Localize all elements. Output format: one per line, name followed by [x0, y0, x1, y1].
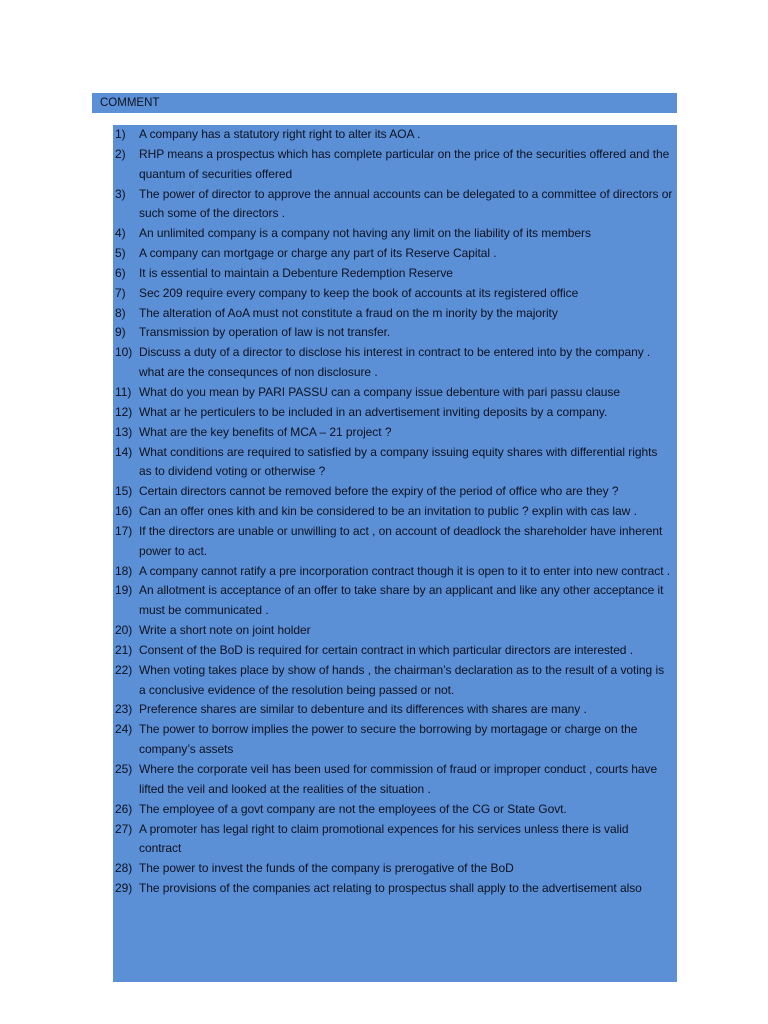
list-item [113, 859, 677, 879]
list-item-number: 13) [115, 424, 133, 439]
list-item-text: RHP means a prospectus which has complete particular on the price of the securities offered and the quantum of securities offered [139, 146, 670, 181]
list-item [113, 343, 677, 383]
list-item [113, 522, 677, 562]
list-item-text: Can an offer ones kith and kin be considered to be an invitation to public ? explin with cas law . [139, 504, 637, 519]
list-item-number: 12) [115, 404, 133, 419]
list-item [113, 800, 677, 820]
list-item-number: 24) [115, 722, 133, 737]
list-item-number: 15) [115, 484, 133, 499]
list-item-number: 5) [115, 246, 126, 261]
list-item-number: 3) [115, 186, 126, 201]
list-item-text: Where the corporate veil has been used for commission of fraud or improper conduct , courts have lifted the veil and looked at the realities of the situation . [139, 762, 658, 796]
comment-header [92, 93, 677, 113]
list-item-number: 18) [115, 563, 133, 578]
list-item [113, 443, 677, 483]
list-item-text: The power to borrow implies the power to secure the borrowing by mortagage or charge on the company’s assets [139, 722, 638, 757]
list-item-text: A company has a statutory right right to alter its AOA . [139, 127, 421, 141]
list-item [113, 423, 677, 443]
list-item [113, 562, 677, 582]
list-item-number: 14) [115, 444, 133, 459]
list-item-text: A company can mortgage or charge any part of its Reserve Capital . [139, 246, 497, 261]
list-item [113, 383, 677, 403]
list-item [113, 581, 677, 621]
list-item-text: An unlimited company is a company not having any limit on the liability of its members [139, 226, 591, 241]
list-item [113, 879, 677, 899]
list-item [113, 700, 677, 720]
list-item-text: The power to invest the funds of the company is prerogative of the BoD [139, 861, 514, 876]
list-item [113, 244, 677, 264]
list-item-number: 9) [115, 325, 126, 340]
list-item-number: 1) [115, 127, 126, 141]
list-item [113, 185, 677, 225]
list-item-number: 25) [115, 762, 133, 776]
list-item [113, 145, 677, 185]
list-item [113, 820, 677, 860]
list-item [113, 720, 677, 760]
list-item-text: An allotment is acceptance of an offer to take share by an applicant and like any other acceptance it must be communicated . [139, 583, 664, 618]
list-item-number: 23) [115, 702, 133, 717]
list-item [113, 403, 677, 423]
list-item-number: 4) [115, 226, 126, 241]
list-item-number: 22) [115, 662, 133, 677]
list-item [113, 284, 677, 304]
comment-list-panel [113, 125, 677, 982]
list-item-text: A promoter has legal right to claim promotional expences for his services unless there is valid contract [139, 821, 629, 856]
list-item-text: Transmission by operation of law is not transfer. [139, 325, 391, 340]
list-item-number: 6) [115, 265, 126, 280]
list-item-text: When voting takes place by show of hands , the chairman’s declaration as to the result of a voting is a conclusive evidence of the resolution being passed or not. [139, 662, 665, 697]
list-item-text: Write a short note on joint holder [139, 623, 311, 638]
list-item-number: 20) [115, 623, 133, 638]
list-item-number: 16) [115, 504, 133, 519]
list-item-number: 27) [115, 821, 133, 836]
comment-header-title: COMMENT [100, 97, 160, 109]
list-item [113, 224, 677, 244]
list-item-text: The provisions of the companies act relating to prospectus shall apply to the advertisement also [139, 881, 642, 896]
list-item-text: What are the key benefits of MCA – 21 project ? [139, 424, 392, 439]
list-item-text: The alteration of AoA must not constitute a fraud on the m inority by the majority [139, 305, 558, 320]
comment-list [113, 125, 677, 899]
list-item [113, 760, 677, 800]
list-item-text: A company cannot ratify a pre incorporation contract though it is open to it to enter into new contract . [139, 563, 671, 578]
list-item-number: 2) [115, 146, 126, 161]
list-item [113, 641, 677, 661]
list-item-number: 10) [115, 345, 133, 360]
list-item-number: 11) [115, 384, 132, 399]
list-item-text: Certain directors cannot be removed before the expiry of the period of office who are they ? [139, 484, 619, 499]
list-item-text: Discuss a duty of a director to disclose his interest in contract to be entered into by the company . what are the consequnces of non disclosure . [139, 345, 651, 380]
list-item-text: Sec 209 require every company to keep the book of accounts at its registered office [139, 285, 579, 300]
list-item-text: Preference shares are similar to debenture and its differences with shares are many . [139, 702, 587, 717]
list-item [113, 661, 677, 701]
list-item-number: 17) [115, 523, 133, 538]
list-item-number: 21) [115, 642, 133, 657]
list-item-text: What ar he perticulers to be included in an advertisement inviting deposits by a company. [139, 404, 608, 419]
list-item-text: What do you mean by PARI PASSU can a company issue debenture with pari passu clause [139, 384, 620, 399]
list-item [113, 323, 677, 343]
list-item-number: 28) [115, 861, 133, 876]
list-item-text: Consent of the BoD is required for certain contract in which particular directors are interested . [139, 642, 634, 657]
list-item-text: If the directors are unable or unwilling to act , on account of deadlock the shareholder have inherent power to act. [139, 523, 663, 558]
list-item-text: It is essential to maintain a Debenture Redemption Reserve [139, 265, 453, 280]
list-item-text: What conditions are required to satisfied by a company issuing equity shares with differential rights as to dividend voting or otherwise ? [139, 444, 658, 479]
list-item [113, 502, 677, 522]
list-item-number: 7) [115, 285, 126, 300]
list-item-number: 26) [115, 801, 133, 816]
list-item [113, 482, 677, 502]
list-item-number: 8) [115, 305, 126, 320]
list-item [113, 304, 677, 324]
list-item-number: 19) [115, 583, 133, 598]
list-item [113, 264, 677, 284]
list-item-number: 29) [115, 881, 133, 896]
list-item-text: The employee of a govt company are not the employees of the CG or State Govt. [139, 801, 567, 816]
list-item [113, 621, 677, 641]
list-item [113, 125, 677, 145]
list-item-text: The power of director to approve the annual accounts can be delegated to a committee of directors or such some of the directors . [139, 186, 673, 221]
